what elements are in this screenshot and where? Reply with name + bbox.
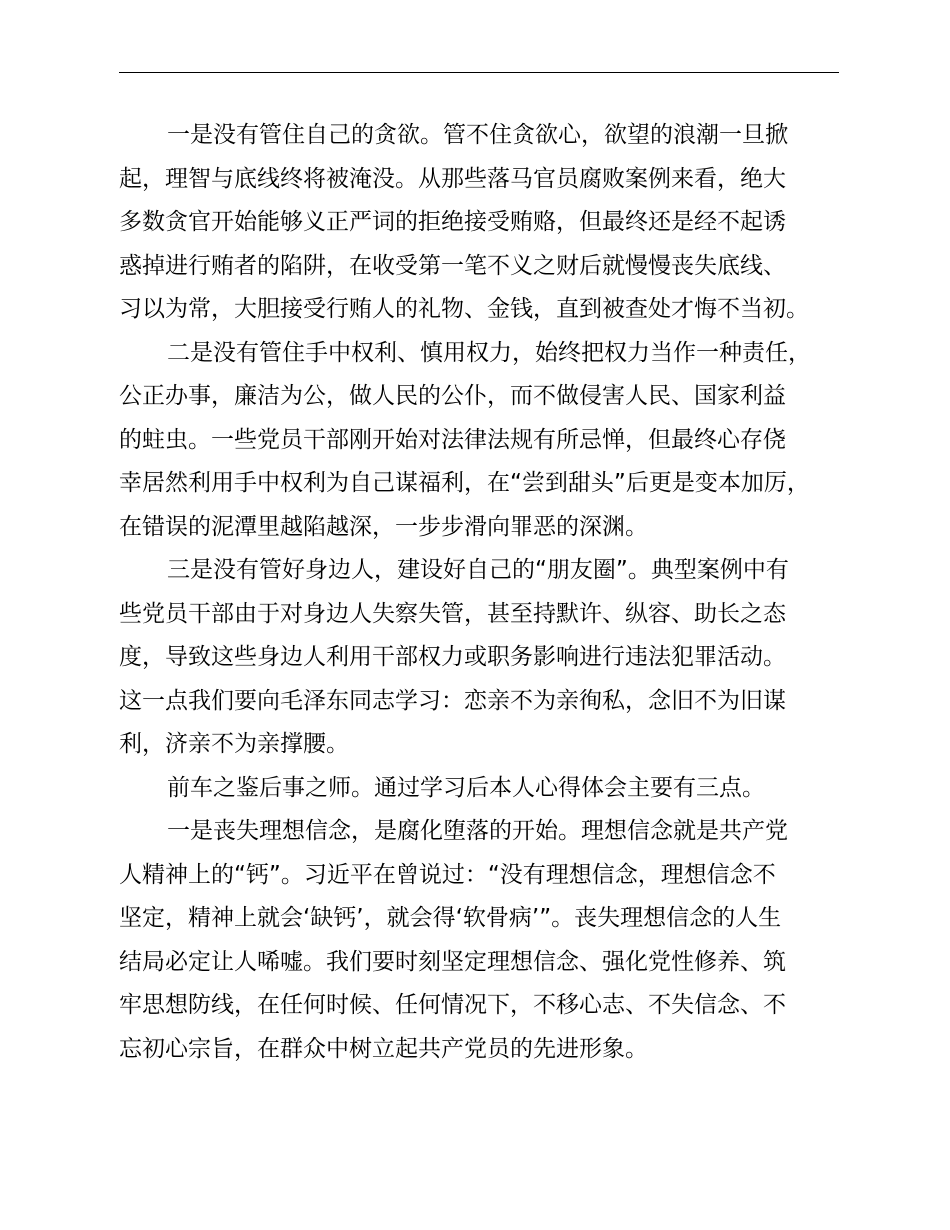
text-line: 幸居然利用手中权利为自己谋福利，在“尝到甜头”后更是变本加厉， xyxy=(119,470,810,496)
text-line: 惑掉进行贿者的陷阱，在收受第一笔不义之财后就慢慢丧失底线、 xyxy=(119,252,786,279)
text-line: 度，导致这些身边人利用干部权力或职务影响进行违法犯罪活动。 xyxy=(119,644,786,670)
text-line: 些党员干部由于对身边人失察失管，甚至持默许、纵容、助长之态 xyxy=(119,600,786,627)
text-line: 公正办事，廉洁为公，做人民的公仆，而不做侵害人民、国家利益 xyxy=(119,383,786,409)
text-line: 起，理智与底线终将被淹没。从那些落马官员腐败案例来看，绝大 xyxy=(119,165,786,192)
text-line: 二是没有管住手中权利、慎用权力，始终把权力当作一种责任， xyxy=(167,339,811,366)
text-line: 利，济亲不为亲撑腰。 xyxy=(119,731,349,757)
text-line: 牢思想防线，在任何时候、任何情况下，不移心志、不失信念、不 xyxy=(119,992,786,1018)
text-line: 这一点我们要向毛泽东同志学习：恋亲不为亲徇私，念旧不为旧谋 xyxy=(119,687,786,714)
text-line: 人精神上的“钙”。习近平在曾说过：“没有理想信念，理想信念不 xyxy=(119,861,776,888)
text-line: 的蛀虫。一些党员干部刚开始对法律法规有所忌惮，但最终心存侥 xyxy=(119,426,786,453)
text-line: 三是没有管好身边人，建设好自己的“朋友圈”。典型案例中有 xyxy=(167,557,789,583)
text-line: 坚定，精神上就会‘缺钙’，就会得‘软骨病’”。丧失理想信念的人生 xyxy=(119,905,782,931)
text-line: 一是没有管住自己的贪欲。管不住贪欲心，欲望的浪潮一旦掀 xyxy=(167,122,788,148)
text-line: 在错误的泥潭里越陷越深，一步步滑向罪恶的深渊。 xyxy=(119,513,648,540)
text-line: 多数贪官开始能够义正严词的拒绝接受贿赂，但最终还是经不起诱 xyxy=(119,209,786,235)
header-rule xyxy=(119,72,839,73)
text-line: 习以为常，大胆接受行贿人的礼物、金钱，直到被查处才悔不当初。 xyxy=(119,296,809,322)
text-line: 前车之鉴后事之师。通过学习后本人心得体会主要有三点。 xyxy=(167,774,765,801)
text-line: 结局必定让人唏嘘。我们要时刻坚定理想信念、强化党性修养、筑 xyxy=(119,948,786,975)
text-line: 忘初心宗旨，在群众中树立起共产党员的先进形象。 xyxy=(119,1035,648,1062)
text-line: 一是丧失理想信念，是腐化堕落的开始。理想信念就是共产党 xyxy=(167,818,788,844)
document-body xyxy=(119,114,855,1071)
